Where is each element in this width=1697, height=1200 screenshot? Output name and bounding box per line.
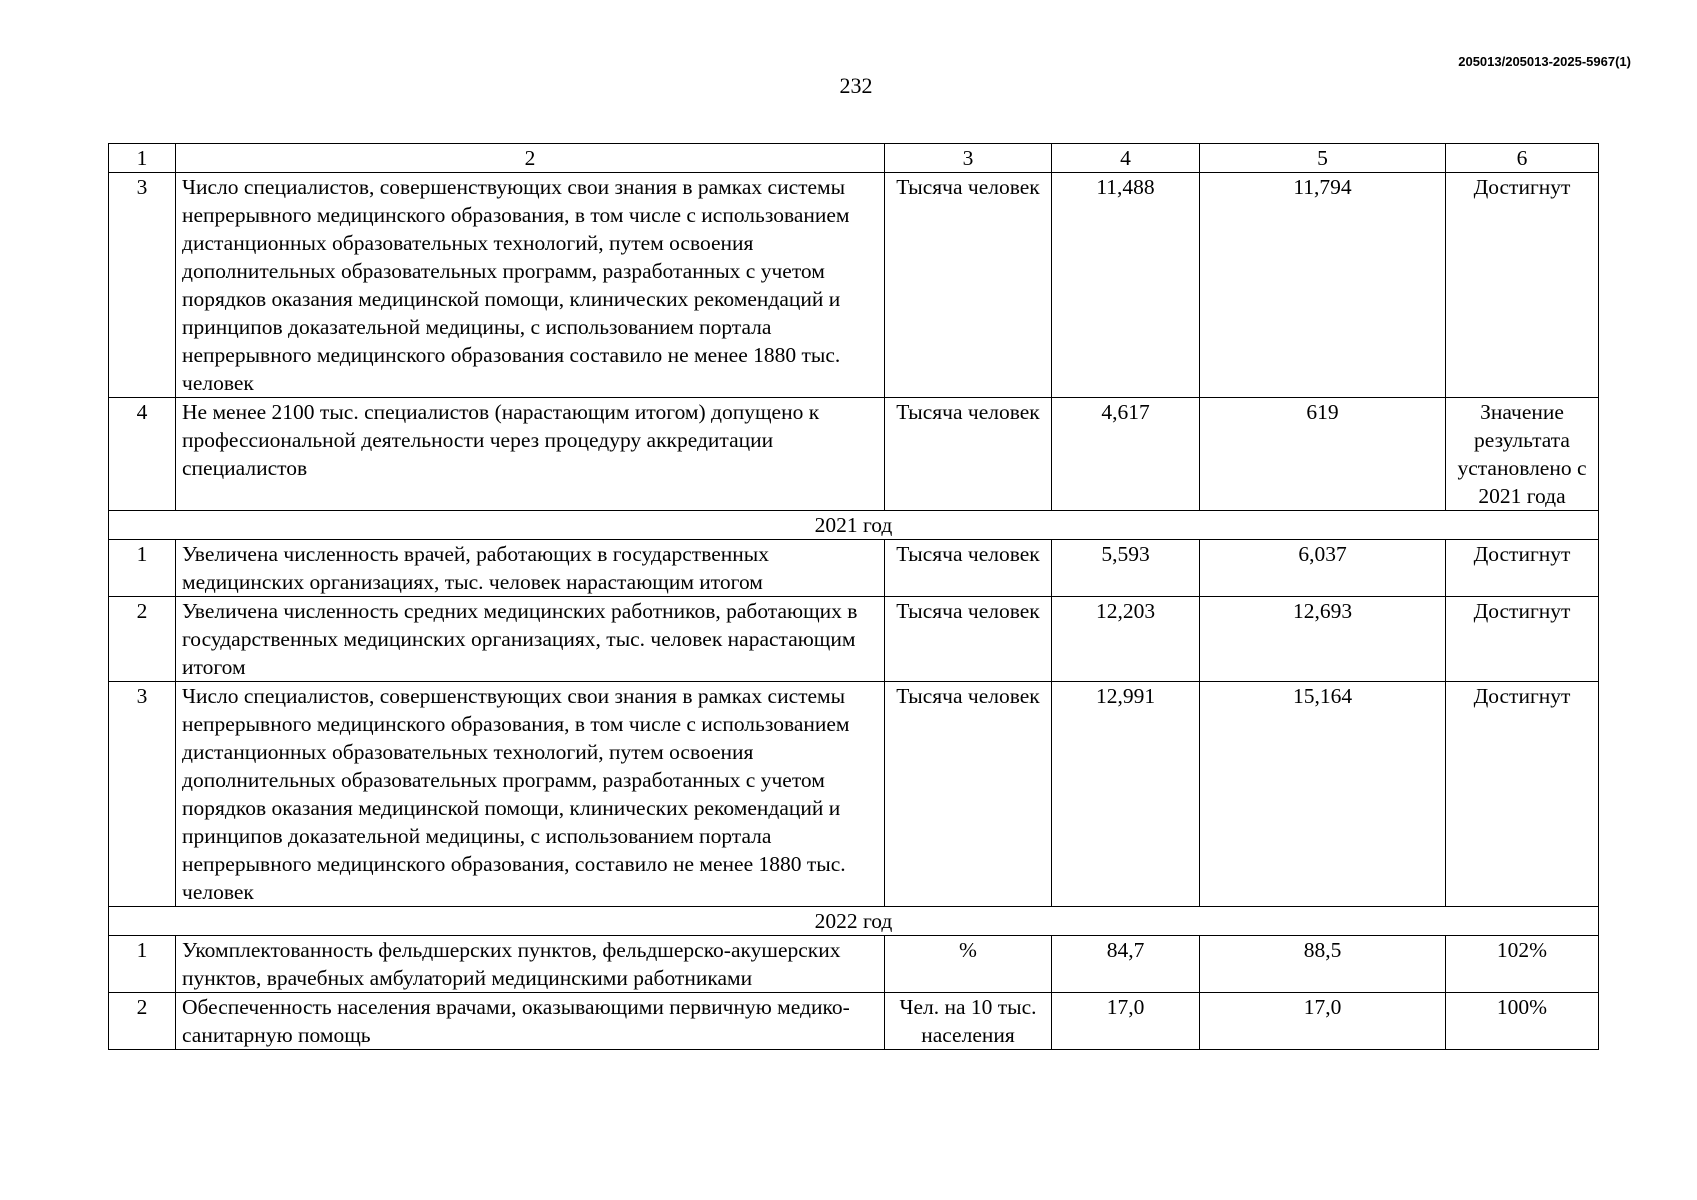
table-row [109, 597, 1599, 682]
planned-value-cell: 11,488 [1052, 173, 1200, 398]
result-description-cell: Увеличена численность врачей, работающих в государственных медицинских организациях, тыс. человек нарастающим итогом [176, 540, 885, 597]
unit-cell: % [885, 936, 1052, 993]
planned-value-cell: 12,991 [1052, 682, 1200, 907]
status-cell: Достигнут [1446, 173, 1599, 398]
page-number: 232 [839, 73, 873, 98]
row-number-cell: 1 [109, 540, 176, 597]
report-table [108, 143, 1599, 1050]
row-number-cell: 3 [109, 682, 176, 907]
status-cell: Достигнут [1446, 597, 1599, 682]
status-cell: Достигнут [1446, 682, 1599, 907]
status-cell: Достигнут [1446, 540, 1599, 597]
actual-value-cell: 11,794 [1200, 173, 1446, 398]
table-row [109, 936, 1599, 993]
header-cell: 6 [1446, 144, 1599, 173]
row-number-cell: 3 [109, 173, 176, 398]
result-description-cell: Не менее 2100 тыс. специалистов (нарастающим итогом) допущено к профессиональной деятельности через процедуру аккредитации специалистов [176, 398, 885, 511]
status-cell: 102% [1446, 936, 1599, 993]
status-cell: 100% [1446, 993, 1599, 1050]
result-description-cell: Увеличена численность средних медицинских работников, работающих в государственных медицинских организациях, тыс. человек нарастающим итогом [176, 597, 885, 682]
unit-cell: Тысяча человек [885, 173, 1052, 398]
planned-value-cell: 12,203 [1052, 597, 1200, 682]
result-description-cell: Укомплектованность фельдшерских пунктов, фельдшерско-акушерских пунктов, врачебных амбулаторий медицинскими работниками [176, 936, 885, 993]
planned-value-cell: 4,617 [1052, 398, 1200, 511]
year-section-row [109, 511, 1599, 540]
year-label: 2021 год [109, 511, 1599, 540]
actual-value-cell: 619 [1200, 398, 1446, 511]
header-cell: 1 [109, 144, 176, 173]
planned-value-cell: 5,593 [1052, 540, 1200, 597]
header-cell: 2 [176, 144, 885, 173]
actual-value-cell: 6,037 [1200, 540, 1446, 597]
table-row [109, 173, 1599, 398]
status-cell: Значение результата установлено с 2021 года [1446, 398, 1599, 511]
result-description-cell: Число специалистов, совершенствующих свои знания в рамках системы непрерывного медицинского образования, в том числе с использованием дистанционных образовательных технологий, путем освоения дополнительных образовательных программ, разработанных с учетом порядков оказания медицинской помощи, клинических рекомендаций и принципов доказательной медицины, с использованием портала непрерывного медицинского образования, составило не менее 1880 тыс. человек [176, 682, 885, 907]
table-row [109, 682, 1599, 907]
actual-value-cell: 15,164 [1200, 682, 1446, 907]
planned-value-cell: 84,7 [1052, 936, 1200, 993]
unit-cell: Тысяча человек [885, 682, 1052, 907]
table-row [109, 540, 1599, 597]
row-number-cell: 2 [109, 993, 176, 1050]
header-cell: 5 [1200, 144, 1446, 173]
actual-value-cell: 12,693 [1200, 597, 1446, 682]
row-number-cell: 2 [109, 597, 176, 682]
planned-value-cell: 17,0 [1052, 993, 1200, 1050]
year-section-row [109, 907, 1599, 936]
header-cell: 3 [885, 144, 1052, 173]
row-number-cell: 1 [109, 936, 176, 993]
unit-cell: Тысяча человек [885, 597, 1052, 682]
actual-value-cell: 17,0 [1200, 993, 1446, 1050]
header-cell: 4 [1052, 144, 1200, 173]
table-row [109, 993, 1599, 1050]
unit-cell: Тысяча человек [885, 398, 1052, 511]
result-description-cell: Обеспеченность населения врачами, оказывающими первичную медико-санитарную помощь [176, 993, 885, 1050]
year-label: 2022 год [109, 907, 1599, 936]
row-number-cell: 4 [109, 398, 176, 511]
unit-cell: Чел. на 10 тыс. населения [885, 993, 1052, 1050]
actual-value-cell: 88,5 [1200, 936, 1446, 993]
table-body [109, 144, 1599, 1050]
table-header-row [109, 144, 1599, 173]
document-id: 205013/205013-2025-5967(1) [1458, 54, 1631, 69]
unit-cell: Тысяча человек [885, 540, 1052, 597]
table-row [109, 398, 1599, 511]
result-description-cell: Число специалистов, совершенствующих свои знания в рамках системы непрерывного медицинского образования, в том числе с использованием дистанционных образовательных технологий, путем освоения дополнительных образовательных программ, разработанных с учетом порядков оказания медицинской помощи, клинических рекомендаций и принципов доказательной медицины, с использованием портала непрерывного медицинского образования составило не менее 1880 тыс. человек [176, 173, 885, 398]
